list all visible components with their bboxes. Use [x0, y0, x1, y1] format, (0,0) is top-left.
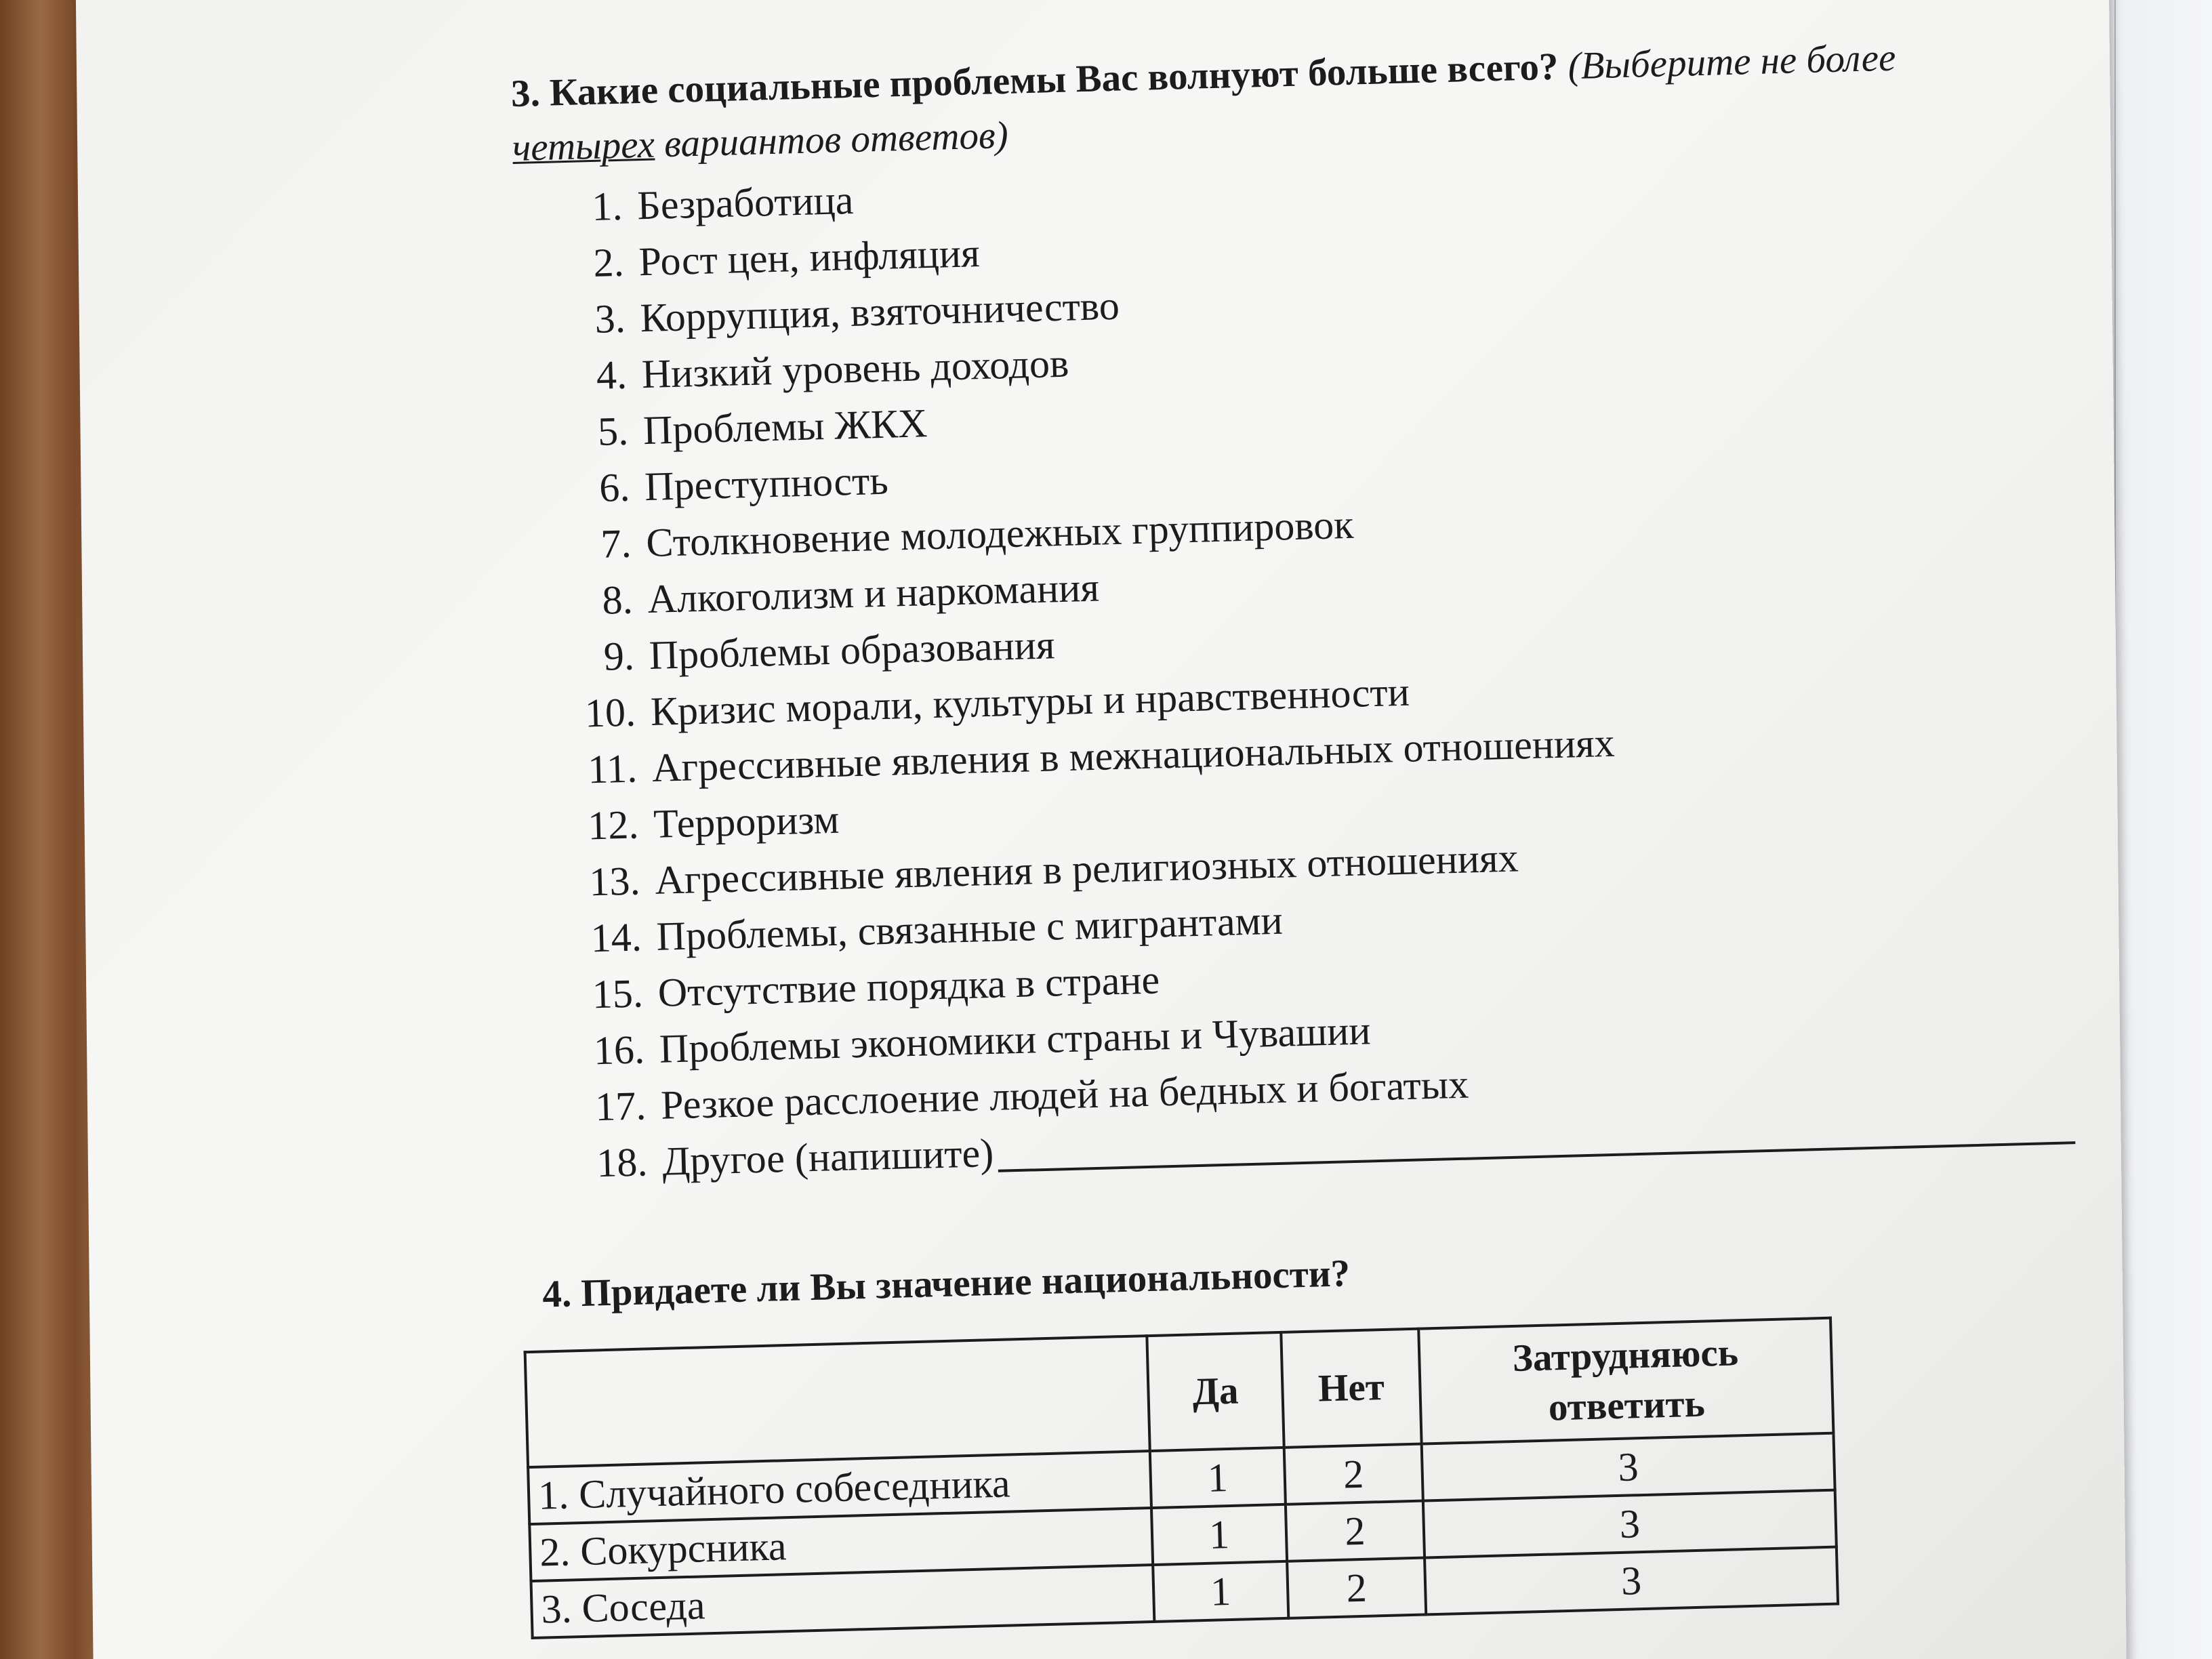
header-no: Нет — [1281, 1329, 1421, 1448]
option-label: Отсутствие порядка в стране — [657, 957, 1160, 1015]
question-3-text: 3. Какие социальные проблемы Вас волнуют больше всего? — [510, 45, 1559, 116]
row-label: 1. Случайного собеседника — [528, 1451, 1151, 1524]
option-label: Проблемы ЖКХ — [642, 401, 928, 453]
option-number: 12. — [587, 802, 640, 848]
answer-code-hard[interactable]: 3 — [1422, 1433, 1835, 1501]
option-number: 18. — [596, 1139, 649, 1186]
option-label: Резкое расслоение людей на бедных и богатых — [660, 1061, 1469, 1128]
header-hard-line1: Затрудняюсь — [1511, 1331, 1739, 1380]
header-hard-to-say — [1418, 1318, 1833, 1444]
question-3-hint-rest: вариантов ответов) — [663, 113, 1009, 166]
option-number: 5. — [597, 408, 629, 454]
option-number: 8. — [601, 577, 634, 623]
option-label: Коррупция, взяточничество — [639, 283, 1120, 341]
option-number: 1. — [591, 183, 623, 229]
questionnaire-page — [76, 0, 2127, 1659]
option-label: Терроризм — [653, 796, 840, 846]
answer-code-hard[interactable]: 3 — [1423, 1490, 1837, 1558]
option-number: 10. — [584, 689, 636, 736]
question-4-title: 4. Придаете ли Вы значение национальности? — [541, 1252, 1351, 1316]
header-hard-line2: ответить — [1548, 1382, 1706, 1429]
option-number: 14. — [590, 914, 642, 961]
option-label: Агрессивные явления в межнациональных отношениях — [651, 720, 1616, 790]
option-number: 13. — [588, 858, 641, 905]
option-label: Безработица — [636, 177, 855, 228]
answer-code-yes[interactable]: 1 — [1151, 1504, 1287, 1565]
header-empty-cell — [525, 1336, 1150, 1467]
option-label: Проблемы образования — [648, 622, 1056, 678]
option-number: 7. — [600, 520, 632, 567]
row-label: 3. Соседа — [531, 1565, 1154, 1638]
option-label: Рост цен, инфляция — [638, 230, 981, 285]
option-number: 4. — [596, 352, 628, 398]
row-label: 2. Сокурсника — [529, 1508, 1153, 1581]
option-label: Преступность — [644, 457, 889, 510]
option-number: 3. — [594, 295, 626, 342]
page-content — [510, 24, 2177, 1639]
option-label: Столкновение молодежных группировок — [645, 501, 1355, 566]
option-number: 15. — [592, 970, 644, 1017]
option-label: Другое (напишите) — [661, 1130, 994, 1184]
option-label: Алкоголизм и наркомания — [647, 565, 1100, 622]
question-4-table — [524, 1317, 1839, 1639]
option-number: 9. — [602, 633, 635, 679]
option-number: 6. — [598, 464, 631, 510]
option-label: Кризис морали, культуры и нравственности — [650, 669, 1410, 734]
option-number: 11. — [587, 745, 638, 792]
option-label: Агрессивные явления в религиозных отношениях — [654, 835, 1519, 903]
answer-code-no[interactable]: 2 — [1284, 1444, 1423, 1504]
answer-code-no[interactable]: 2 — [1287, 1558, 1426, 1618]
question-3-hint-underlined: четырех — [512, 123, 655, 170]
option-number: 17. — [594, 1083, 647, 1130]
answer-code-hard[interactable]: 3 — [1425, 1547, 1838, 1615]
question-3-hint: (Выберите не более — [1567, 36, 1897, 88]
answer-code-yes[interactable]: 1 — [1150, 1448, 1286, 1508]
header-yes: Да — [1147, 1332, 1284, 1451]
option-label: Проблемы, связанные с мигрантами — [655, 897, 1284, 959]
option-number: 16. — [593, 1027, 645, 1073]
question-3-options — [513, 138, 2165, 1193]
option-label: Проблемы экономики страны и Чувашии — [659, 1008, 1372, 1071]
answer-code-yes[interactable]: 1 — [1153, 1561, 1288, 1622]
option-label: Низкий уровень доходов — [641, 340, 1070, 397]
answer-code-no[interactable]: 2 — [1286, 1501, 1425, 1561]
option-number: 2. — [592, 239, 625, 285]
